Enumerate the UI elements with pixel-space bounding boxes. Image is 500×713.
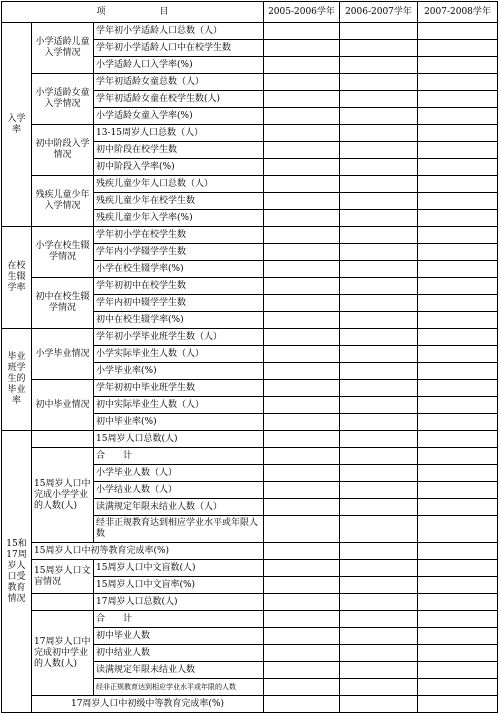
value-cell[interactable]: [340, 295, 418, 312]
value-cell[interactable]: [340, 23, 418, 40]
subgroup-label: 初中在校生辍学情况: [32, 278, 94, 329]
value-cell[interactable]: [340, 397, 418, 414]
group-label: 入学率: [2, 23, 32, 227]
group-label: 在校生辍学率: [2, 227, 32, 329]
value-cell[interactable]: [264, 295, 340, 312]
item-label: 学年内初中辍学学生数: [94, 295, 264, 312]
value-cell[interactable]: [340, 465, 418, 482]
subgroup-label: 小学毕业情况: [32, 329, 94, 380]
value-cell[interactable]: [264, 261, 340, 278]
item-label: 合 计: [94, 448, 264, 465]
value-cell[interactable]: [418, 57, 498, 74]
value-cell[interactable]: [264, 91, 340, 108]
value-cell[interactable]: [340, 193, 418, 210]
item-label: 15周岁人口中初等教育完成率(%): [32, 543, 264, 560]
item-label: 小学毕业人数（人）: [94, 465, 264, 482]
value-cell[interactable]: [418, 679, 498, 696]
value-cell[interactable]: [264, 662, 340, 679]
value-cell[interactable]: [264, 696, 340, 713]
value-cell[interactable]: [264, 560, 340, 577]
item-label: 读满规定年限未结业人数（人）: [94, 499, 264, 516]
value-cell[interactable]: [264, 543, 340, 560]
subgroup-spacer: [32, 431, 94, 448]
value-cell[interactable]: [418, 645, 498, 662]
subgroup-label: 小学在校生辍学情况: [32, 227, 94, 278]
value-cell[interactable]: [418, 363, 498, 380]
value-cell[interactable]: [418, 431, 498, 448]
statistics-table: [1, 1, 498, 713]
item-label: 学年内小学辍学学生数: [94, 244, 264, 261]
item-label: 初中阶段入学率(%): [94, 159, 264, 176]
table-row: [2, 560, 498, 577]
header-item-label: 项 目: [2, 2, 264, 23]
item-label: 读满规定年限未结业人数: [94, 662, 264, 679]
item-label: 学年初小学适龄人口总数（人）: [94, 23, 264, 40]
value-cell[interactable]: [340, 499, 418, 516]
value-cell[interactable]: [264, 23, 340, 40]
value-cell[interactable]: [340, 159, 418, 176]
item-label: 小学结业人数（人）: [94, 482, 264, 499]
value-cell[interactable]: [264, 482, 340, 499]
item-label: 初中毕业人数: [94, 628, 264, 645]
item-label: 初中在校生辍学率(%): [94, 312, 264, 329]
subgroup-label: 初中毕业情况: [32, 380, 94, 431]
item-label: 学年初小学毕业班学生数（人）: [94, 329, 264, 346]
value-cell[interactable]: [418, 482, 498, 499]
table-row: [2, 329, 498, 346]
value-cell[interactable]: [418, 329, 498, 346]
item-label: 经非正规教育达到相应学业水平或年限人数: [94, 516, 264, 543]
value-cell[interactable]: [340, 431, 418, 448]
item-label: 小学实际毕业生人数（人）: [94, 346, 264, 363]
subgroup-label: 残疾儿童少年入学情况: [32, 176, 94, 227]
table-row: [2, 380, 498, 397]
value-cell[interactable]: [340, 380, 418, 397]
value-cell[interactable]: [264, 159, 340, 176]
value-cell[interactable]: [418, 594, 498, 611]
table-row: [2, 74, 498, 91]
value-cell[interactable]: [340, 628, 418, 645]
value-cell[interactable]: [340, 40, 418, 57]
item-label: 17周岁人口总数(人): [94, 594, 264, 611]
value-cell[interactable]: [340, 142, 418, 159]
value-cell[interactable]: [418, 611, 498, 628]
value-cell[interactable]: [264, 448, 340, 465]
value-cell[interactable]: [264, 40, 340, 57]
value-cell[interactable]: [264, 125, 340, 142]
value-cell[interactable]: [418, 193, 498, 210]
value-cell[interactable]: [418, 142, 498, 159]
item-label: 学年初适龄女童在校学生数(人): [94, 91, 264, 108]
item-label: 小学适龄女童入学率(%): [94, 108, 264, 125]
value-cell[interactable]: [340, 176, 418, 193]
value-cell[interactable]: [340, 594, 418, 611]
item-label: 15周岁人口总数(人): [94, 431, 264, 448]
table-row: [2, 611, 498, 628]
subgroup-spacer: [32, 594, 94, 611]
value-cell[interactable]: [340, 482, 418, 499]
table-row: [2, 431, 498, 448]
value-cell[interactable]: [264, 108, 340, 125]
table-row: [2, 543, 498, 560]
item-label: 经非正规教育达到相应学业水平或年限的人数: [94, 679, 264, 696]
value-cell[interactable]: [264, 346, 340, 363]
table-row: [2, 448, 498, 465]
value-cell[interactable]: [418, 91, 498, 108]
value-cell[interactable]: [264, 679, 340, 696]
value-cell[interactable]: [418, 312, 498, 329]
value-cell[interactable]: [418, 499, 498, 516]
value-cell[interactable]: [418, 74, 498, 91]
item-label: 残疾儿童少年人口总数（人）: [94, 176, 264, 193]
value-cell[interactable]: [340, 74, 418, 91]
value-cell[interactable]: [264, 594, 340, 611]
item-label: 小学毕业率(%): [94, 363, 264, 380]
value-cell[interactable]: [418, 261, 498, 278]
value-cell[interactable]: [264, 577, 340, 594]
item-label: 初中阶段在校学生数: [94, 142, 264, 159]
subgroup-label: 小学适龄女童入学情况: [32, 74, 94, 125]
value-cell[interactable]: [418, 516, 498, 543]
value-cell[interactable]: [418, 465, 498, 482]
item-label: 15周岁人口中文盲率(%): [94, 577, 264, 594]
value-cell[interactable]: [264, 244, 340, 261]
item-label: 学年初小学适龄人口中在校学生数: [94, 40, 264, 57]
table-row: [2, 23, 498, 40]
value-cell[interactable]: [264, 645, 340, 662]
value-cell[interactable]: [418, 628, 498, 645]
value-cell[interactable]: [340, 108, 418, 125]
value-cell[interactable]: [264, 397, 340, 414]
value-cell[interactable]: [264, 74, 340, 91]
group-label: 毕业班学生的毕业率: [2, 329, 32, 431]
value-cell[interactable]: [340, 611, 418, 628]
value-cell[interactable]: [340, 329, 418, 346]
item-label: 残疾儿童少年入学率(%): [94, 210, 264, 227]
value-cell[interactable]: [418, 543, 498, 560]
value-cell[interactable]: [418, 40, 498, 57]
value-cell[interactable]: [264, 380, 340, 397]
item-label: 学年初适龄女童总数（人）: [94, 74, 264, 91]
item-label: 学年初初中在校学生数: [94, 278, 264, 295]
item-label: 合 计: [94, 611, 264, 628]
value-cell[interactable]: [418, 696, 498, 713]
table-row: [2, 278, 498, 295]
value-cell[interactable]: [340, 363, 418, 380]
item-label: 17周岁人口中初级中等教育完成率(%): [32, 696, 264, 713]
subgroup-label: 17周岁人口中完成初中学业的人数(人): [32, 611, 94, 696]
value-cell[interactable]: [264, 628, 340, 645]
item-label: 小学适龄人口入学率(%): [94, 57, 264, 74]
value-cell[interactable]: [418, 397, 498, 414]
value-cell[interactable]: [264, 278, 340, 295]
header-year-2005-2006: 2005-2006学年: [264, 2, 340, 23]
value-cell[interactable]: [418, 108, 498, 125]
value-cell[interactable]: [340, 346, 418, 363]
item-label: 13-15周岁人口总数（人）: [94, 125, 264, 142]
item-label: 学年初小学在校学生数: [94, 227, 264, 244]
value-cell[interactable]: [264, 363, 340, 380]
value-cell[interactable]: [418, 159, 498, 176]
value-cell[interactable]: [340, 227, 418, 244]
value-cell[interactable]: [264, 57, 340, 74]
subgroup-label: 小学适龄儿童入学情况: [32, 23, 94, 74]
value-cell[interactable]: [418, 346, 498, 363]
value-cell[interactable]: [264, 499, 340, 516]
value-cell[interactable]: [340, 516, 418, 543]
value-cell[interactable]: [418, 577, 498, 594]
value-cell[interactable]: [418, 125, 498, 142]
value-cell[interactable]: [418, 278, 498, 295]
value-cell[interactable]: [264, 465, 340, 482]
subgroup-label: 15周岁人口中完成小学学业的人数(人): [32, 448, 94, 543]
value-cell[interactable]: [418, 227, 498, 244]
item-label: 15周岁人口中文盲数(人): [94, 560, 264, 577]
value-cell[interactable]: [418, 176, 498, 193]
header-year-2007-2008: 2007-2008学年: [418, 2, 498, 23]
item-label: 学年初初中毕业班学生数: [94, 380, 264, 397]
value-cell[interactable]: [264, 227, 340, 244]
value-cell[interactable]: [340, 57, 418, 74]
value-cell[interactable]: [418, 210, 498, 227]
value-cell[interactable]: [418, 414, 498, 431]
value-cell[interactable]: [264, 329, 340, 346]
value-cell[interactable]: [264, 312, 340, 329]
value-cell[interactable]: [264, 431, 340, 448]
item-label: 残疾儿童少年在校学生数: [94, 193, 264, 210]
table-row: [2, 594, 498, 611]
item-label: 初中实际毕业生人数（人）: [94, 397, 264, 414]
value-cell[interactable]: [340, 577, 418, 594]
value-cell[interactable]: [418, 662, 498, 679]
value-cell[interactable]: [264, 611, 340, 628]
value-cell[interactable]: [340, 448, 418, 465]
value-cell[interactable]: [340, 645, 418, 662]
value-cell[interactable]: [418, 560, 498, 577]
value-cell[interactable]: [418, 295, 498, 312]
value-cell[interactable]: [340, 679, 418, 696]
header-year-2006-2007: 2006-2007学年: [340, 2, 418, 23]
value-cell[interactable]: [340, 414, 418, 431]
value-cell[interactable]: [340, 278, 418, 295]
table-row: [2, 696, 498, 713]
value-cell[interactable]: [340, 91, 418, 108]
value-cell[interactable]: [264, 142, 340, 159]
item-label: 初中毕业率(%): [94, 414, 264, 431]
subgroup-label: 初中阶段入学情况: [32, 125, 94, 176]
value-cell[interactable]: [340, 261, 418, 278]
group-label: 15和17周岁人口受教育情况: [2, 431, 32, 713]
table-row: [2, 227, 498, 244]
value-cell[interactable]: [340, 696, 418, 713]
value-cell[interactable]: [340, 543, 418, 560]
value-cell[interactable]: [264, 193, 340, 210]
value-cell[interactable]: [264, 516, 340, 543]
value-cell[interactable]: [340, 210, 418, 227]
value-cell[interactable]: [418, 448, 498, 465]
value-cell[interactable]: [264, 414, 340, 431]
value-cell[interactable]: [264, 210, 340, 227]
value-cell[interactable]: [264, 176, 340, 193]
item-label: 小学在校生辍学率(%): [94, 261, 264, 278]
value-cell[interactable]: [340, 244, 418, 261]
table-row: [2, 176, 498, 193]
subgroup-label: 15周岁人口文盲情况: [32, 560, 94, 594]
value-cell[interactable]: [340, 312, 418, 329]
table-row: [2, 125, 498, 142]
value-cell[interactable]: [340, 560, 418, 577]
value-cell[interactable]: [340, 662, 418, 679]
value-cell[interactable]: [418, 380, 498, 397]
header-row: [2, 2, 498, 23]
item-label: 初中结业人数: [94, 645, 264, 662]
value-cell[interactable]: [418, 244, 498, 261]
value-cell[interactable]: [418, 23, 498, 40]
value-cell[interactable]: [340, 125, 418, 142]
